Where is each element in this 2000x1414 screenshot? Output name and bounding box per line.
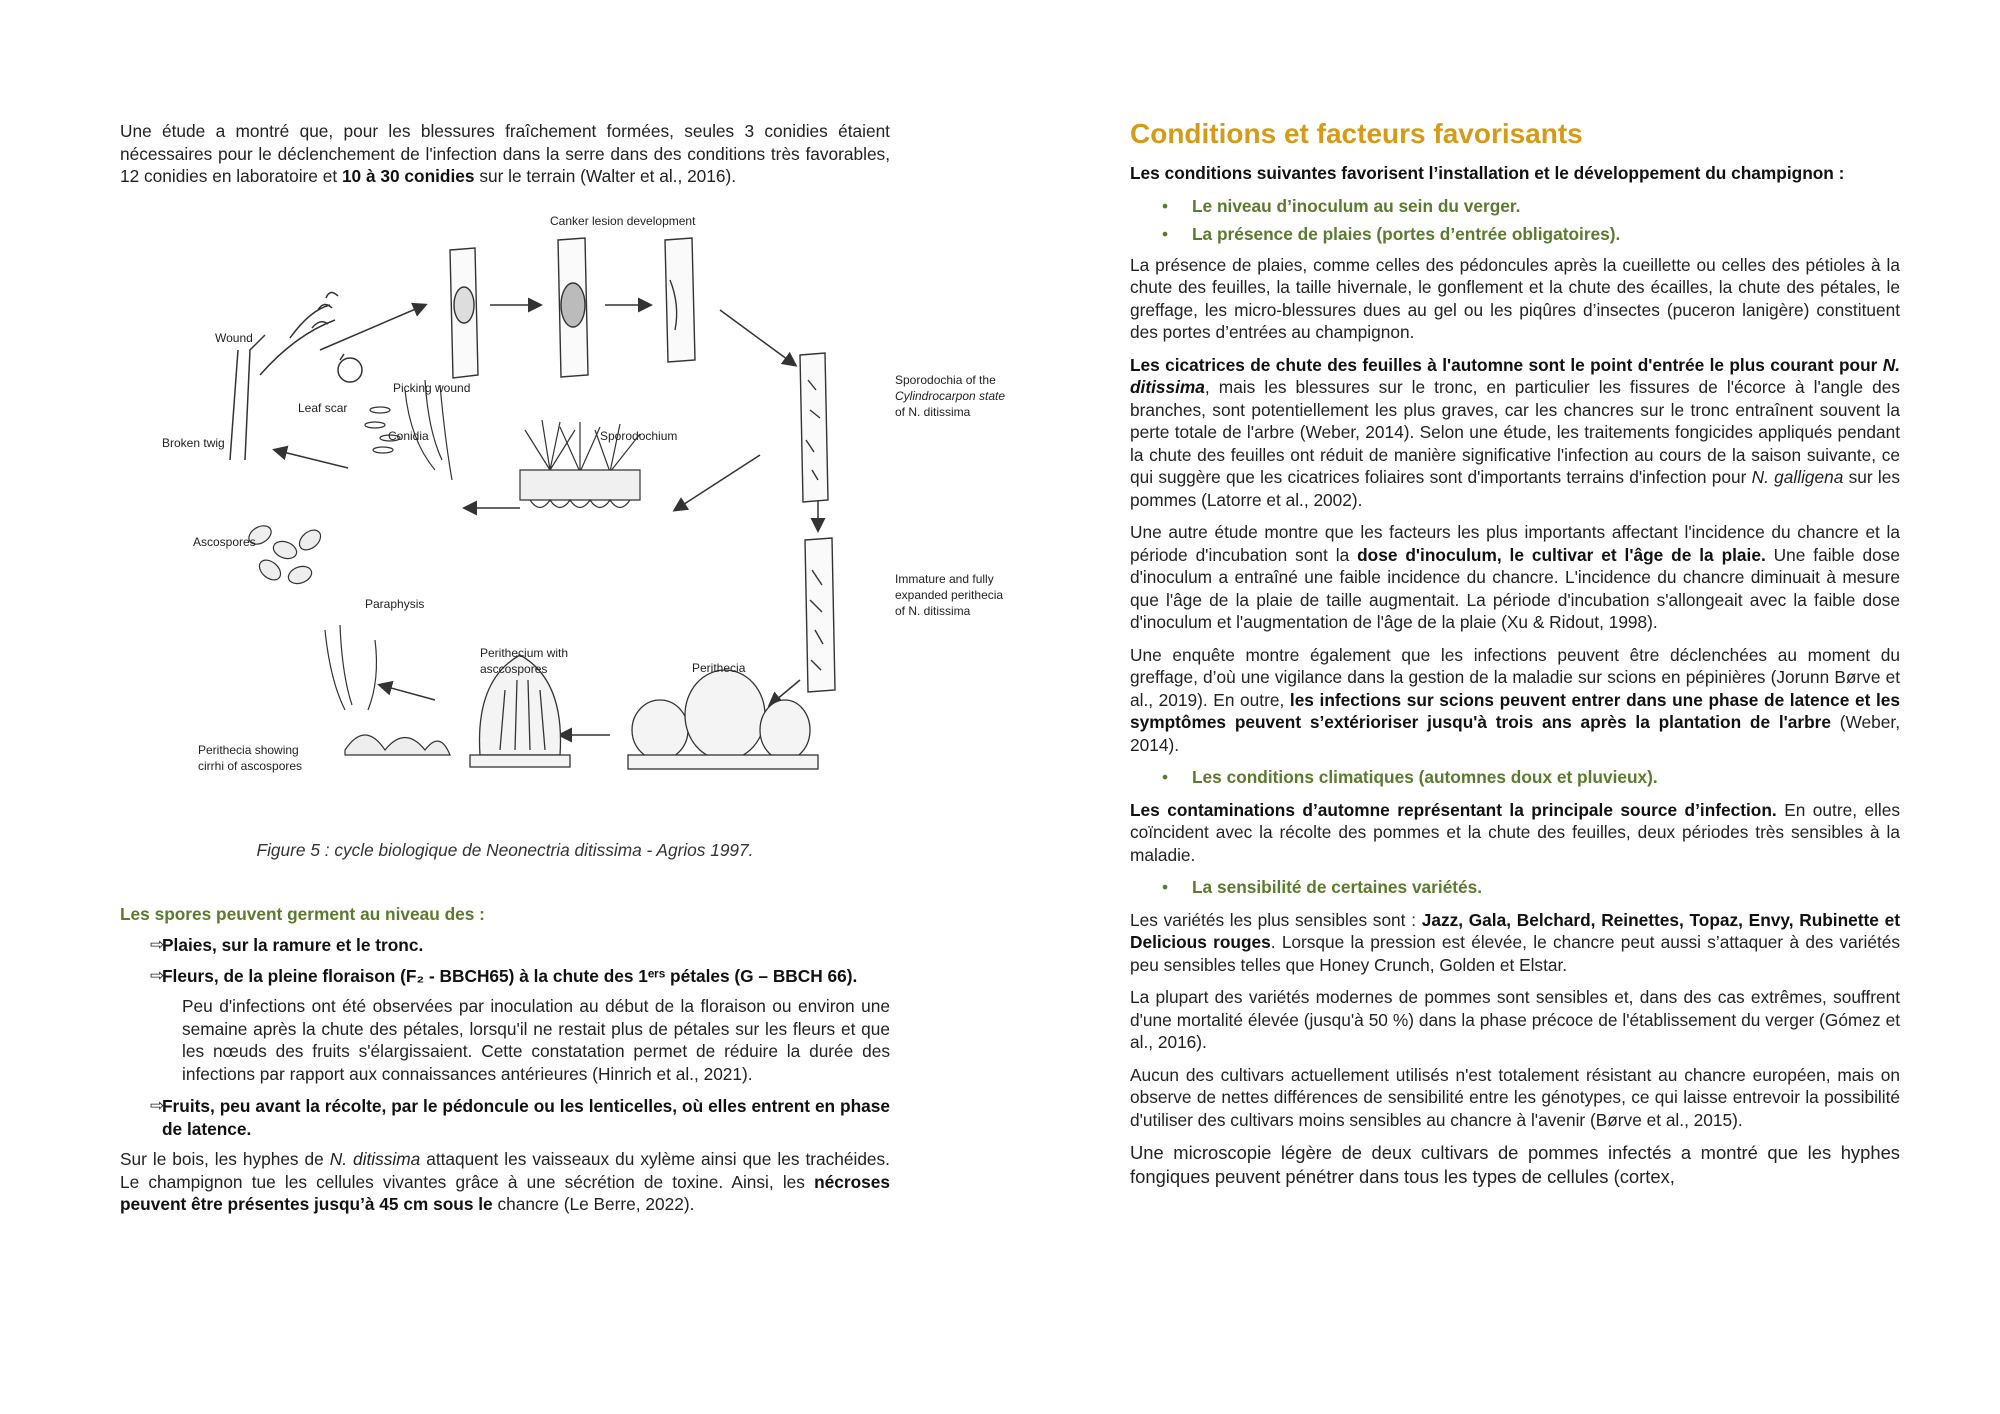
label-immature-3: of N. ditissima <box>895 604 971 618</box>
xylem-bold: nécroses peuvent être présentes jusqu’à 45 cm sous le <box>120 1171 890 1214</box>
label-wound: Wound <box>215 331 253 345</box>
bullet-text: La présence de plaies (portes d’entrée obligatoires). <box>1192 224 1621 244</box>
label-immature-1: Immature and fully <box>895 572 994 586</box>
label-cirrhi-2: cirrhi of ascospores <box>198 759 303 773</box>
section-heading: Conditions et facteurs favorisants <box>1130 118 1583 149</box>
autre-paragraph <box>1130 521 1900 634</box>
intro-bold: 10 à 30 conidies <box>341 166 475 186</box>
label-sporodochium: Sporodochium <box>600 429 678 443</box>
canker-branches <box>450 238 835 692</box>
contaminations-text: En outre, elles coïncident avec la récolte des pommes et la chute des feuilles, deux périodes très sensibles à la maladie. <box>1130 799 1901 865</box>
cicatrices-paragraph <box>1130 354 1900 512</box>
label-picking-wound: Picking wound <box>393 381 471 395</box>
enquete-paragraph <box>1130 644 1900 757</box>
label-broken-twig: Broken twig <box>162 436 225 450</box>
life-cycle-figure <box>80 210 1006 800</box>
autre-text-a: Une autre étude montre que les facteurs les plus importants affectant l'incidence du chancre et la période d'incubation sont la <box>1130 522 1900 565</box>
xylem-text-b: attaquent les vaisseaux du xylème ainsi que les trachéides. Le champignon tue les cellules vivantes grâce à une sécrétion de toxine. Ainsi, les <box>120 1149 890 1192</box>
label-canker: Canker lesion development <box>550 214 696 228</box>
spores-heading: Les spores peuvent germent au niveau des : <box>120 904 485 924</box>
aucun-paragraph: Aucun des cultivars actuellement utilisés n'est totalement résistant au chancre européen, mais on observe de nettes différences de sensibilité entre les génotypes, ce qui laisse entrevoir la possibilité d'utiliser des cultivars moins sensibles au chancre à l'avenir (Børve et al., 2015). <box>1130 1064 1900 1130</box>
modernes-paragraph: La plupart des variétés modernes de pommes sont sensibles et, dans des cas extrêmes, souffrent d'une mortalité élevée (jusqu'à 50 %) dans la phase précoce de l'établissement du verger (Gómez et al., 2016). <box>1130 987 1900 1052</box>
lead-text: Les conditions suivantes favorisent l’installation et le développement du champignon : <box>1130 163 1845 183</box>
xylem-text-a: Sur le bois, les hyphes de <box>120 1149 330 1169</box>
lead-paragraph <box>1130 162 1900 185</box>
figure-caption: Figure 5 : cycle biologique de Neonectria ditissima - Agrios 1997. <box>256 840 754 860</box>
bullet-text: Les conditions climatiques (automnes doux et pluvieux). <box>1192 767 1658 787</box>
bullet-dot-icon: • <box>1162 877 1169 897</box>
enquete-text-b: (Weber, 2014). <box>1130 712 1900 755</box>
label-leaf-scar: Leaf scar <box>298 401 348 415</box>
bullet-dot-icon: • <box>1162 224 1169 244</box>
label-sporodochia-2: Cylindrocarpon state <box>895 389 1006 403</box>
contaminations-paragraph <box>1130 799 1900 867</box>
intro-text: Une étude a montré que, pour les blessures fraîchement formées, seules 3 conidies étaient nécessaires pour le déclenchement de l'infection dans la serre dans des conditions très favorables, 12 conidies en laboratoire et <box>120 121 890 186</box>
intro-citation: sur le terrain (Walter et al., 2016). <box>474 166 737 186</box>
label-perithecium-1: Perithecium with <box>480 646 569 660</box>
label-perithecia: Perithecia <box>692 661 746 675</box>
cicatrices-text-a: , mais les blessures sur le tronc, en particulier les fissures de l'écorce à l'angle des branches, sont potentiellement les plus graves, car les chancres sur le tronc entraînent souvent la perte totale de l'arbre (Weber, 2014). Selon une étude, les traitements fongicides appliqués pendant la chute des feuilles ont réduit de manière significative l'infection au cours de la saison suivante, ce qui suggère que les cicatrices foliaires sont d'importants terrains d'infection pour <box>1130 377 1900 487</box>
label-paraphysis: Paraphysis <box>365 597 425 611</box>
flowers-note: Peu d'infections ont été observées par inoculation au début de la floraison ou environ une semaine après la chute des pétales, lorsqu'il ne restait plus de pétales sur les fleurs et que les nœuds des fruits s'élargissaient. Cette constatation permet de réduire la durée des infections par rapport aux connaissances antérieures (Hinrich et al., 2021). <box>182 996 890 1084</box>
species-name: N. ditissima <box>1130 354 1900 397</box>
species-name: N. ditissima <box>329 1149 421 1169</box>
xylem-paragraph <box>120 1148 890 1216</box>
item-fleurs: Fleurs, de la pleine floraison (F₂ - BBCH65) à la chute des 1ᵉʳˢ pétales (G – BBCH 66). <box>162 965 858 986</box>
bullet-dot-icon: • <box>1162 767 1169 787</box>
bullet-item <box>1130 223 1900 246</box>
label-perithecium-2: asccospores <box>480 662 548 676</box>
contaminations-bold: Les contaminations d’automne représentant la principale source d’infection. <box>1130 799 1777 820</box>
xylem-text-c: chancre (Le Berre, 2022). <box>492 1194 695 1214</box>
item-plaies: Plaies, sur la ramure et le tronc. <box>162 935 424 955</box>
wound-twig <box>230 292 362 460</box>
intro-paragraph <box>120 120 890 198</box>
varietes-bold: Jazz, Gala, Belchard, Reinettes, Topaz, Envy, Rubinette et Delicious rouges <box>1130 909 1900 952</box>
bullet-item <box>1130 876 1900 899</box>
enquete-text-a: Une enquête montre également que les infections peuvent être déclenchées au moment du greffage, d’où une vigilance dans la gestion de la maladie sur scions en pépinières (Jorunn Børve et al., 2019). En outre, <box>1130 644 1900 710</box>
bullet-item <box>1130 195 1900 218</box>
paraphysis-drawing <box>325 625 376 710</box>
ascospores-drawing <box>246 522 325 587</box>
plaies-paragraph: La présence de plaies, comme celles des pédoncules après la cueillette ou celles des pétioles à la chute des feuilles, la taille hivernale, le gonflement et la chute des écailles, la chute des pétales, le greffage, les micro-blessures dues au gel ou les piqûres d’insectes (puceron lanigère) constituent des portes d’entrées au champignon. <box>1130 254 1900 342</box>
list-item <box>120 965 890 988</box>
varietes-text-b: . Lorsque la pression est élevée, le chancre peut aussi s’attaquer à des variétés peu sensibles telles que Honey Crunch, Golden et Elstar. <box>1130 932 1901 975</box>
varietes-paragraph <box>1130 909 1900 977</box>
bullet-dot-icon: • <box>1162 195 1169 216</box>
perithecia-drawing <box>628 670 818 769</box>
label-conidia: Conidia <box>388 429 429 443</box>
list-item <box>120 934 890 957</box>
varietes-text-a: Les variétés les plus sensibles sont : <box>1130 909 1422 930</box>
bullet-item <box>1130 766 1900 789</box>
cicatrices-bold: Les cicatrices de chute des feuilles à l'automne sont le point d'entrée le plus courant pour <box>1130 354 1883 375</box>
autre-bold: dose d'inoculum, le cultivar et l'âge de la plaie. <box>1357 544 1766 565</box>
label-ascospores: Ascospores <box>193 535 256 549</box>
arrow-right-icon: ⇨ <box>150 1096 165 1115</box>
label-sporodochia-3: of N. ditissima <box>895 405 971 419</box>
bullet-group-1 <box>1130 195 1900 246</box>
microscopie-paragraph: Une microscopie légère de deux cultivars de pommes infectés a montré que les hyphes fongiques peuvent pénétrer dans tous les types de cellules (cortex, <box>1130 1142 1900 1187</box>
item-fruits: Fruits, peu avant la récolte, par le pédoncule ou les lenticelles, où elles entrent en phase de latence. <box>162 1096 890 1139</box>
autre-text-b: Une faible dose d'inoculum a entraîné une faible incidence du chancre. L'incidence du chancre diminuait à mesure que l'âge de la plaie de taille augmentait. La période d'incubation s'allongeait avec la faible dose d'inoculum et l'augmentation de l'âge de la plaie (Xu & Ridout, 1998). <box>1130 544 1900 632</box>
cirrhi-drawing <box>345 735 450 755</box>
bullet-text: Le niveau d’inoculum au sein du verger. <box>1192 195 1521 216</box>
cicatrices-text-b: sur les pommes (Latorre et al., 2002). <box>1130 467 1900 510</box>
label-cirrhi-1: Perithecia showing <box>198 743 299 757</box>
arrow-right-icon: ⇨ <box>150 965 165 985</box>
list-item <box>120 1095 890 1140</box>
label-sporodochia-1: Sporodochia of the <box>895 373 996 387</box>
spores-list <box>120 934 890 1226</box>
label-immature-2: expanded perithecia <box>895 588 1004 602</box>
life-cycle-diagram <box>80 210 1006 800</box>
enquete-bold: les infections sur scions peuvent entrer dans une phase de latence et les symptômes peuvent s’extérioriser jusqu'à trois ans après la plantation de l'arbre <box>1130 689 1901 732</box>
arrow-right-icon: ⇨ <box>150 935 165 954</box>
bullet-text: La sensibilité de certaines variétés. <box>1192 877 1483 897</box>
species-name-2: N. galligena <box>1751 467 1844 487</box>
right-body <box>1130 162 1900 1199</box>
